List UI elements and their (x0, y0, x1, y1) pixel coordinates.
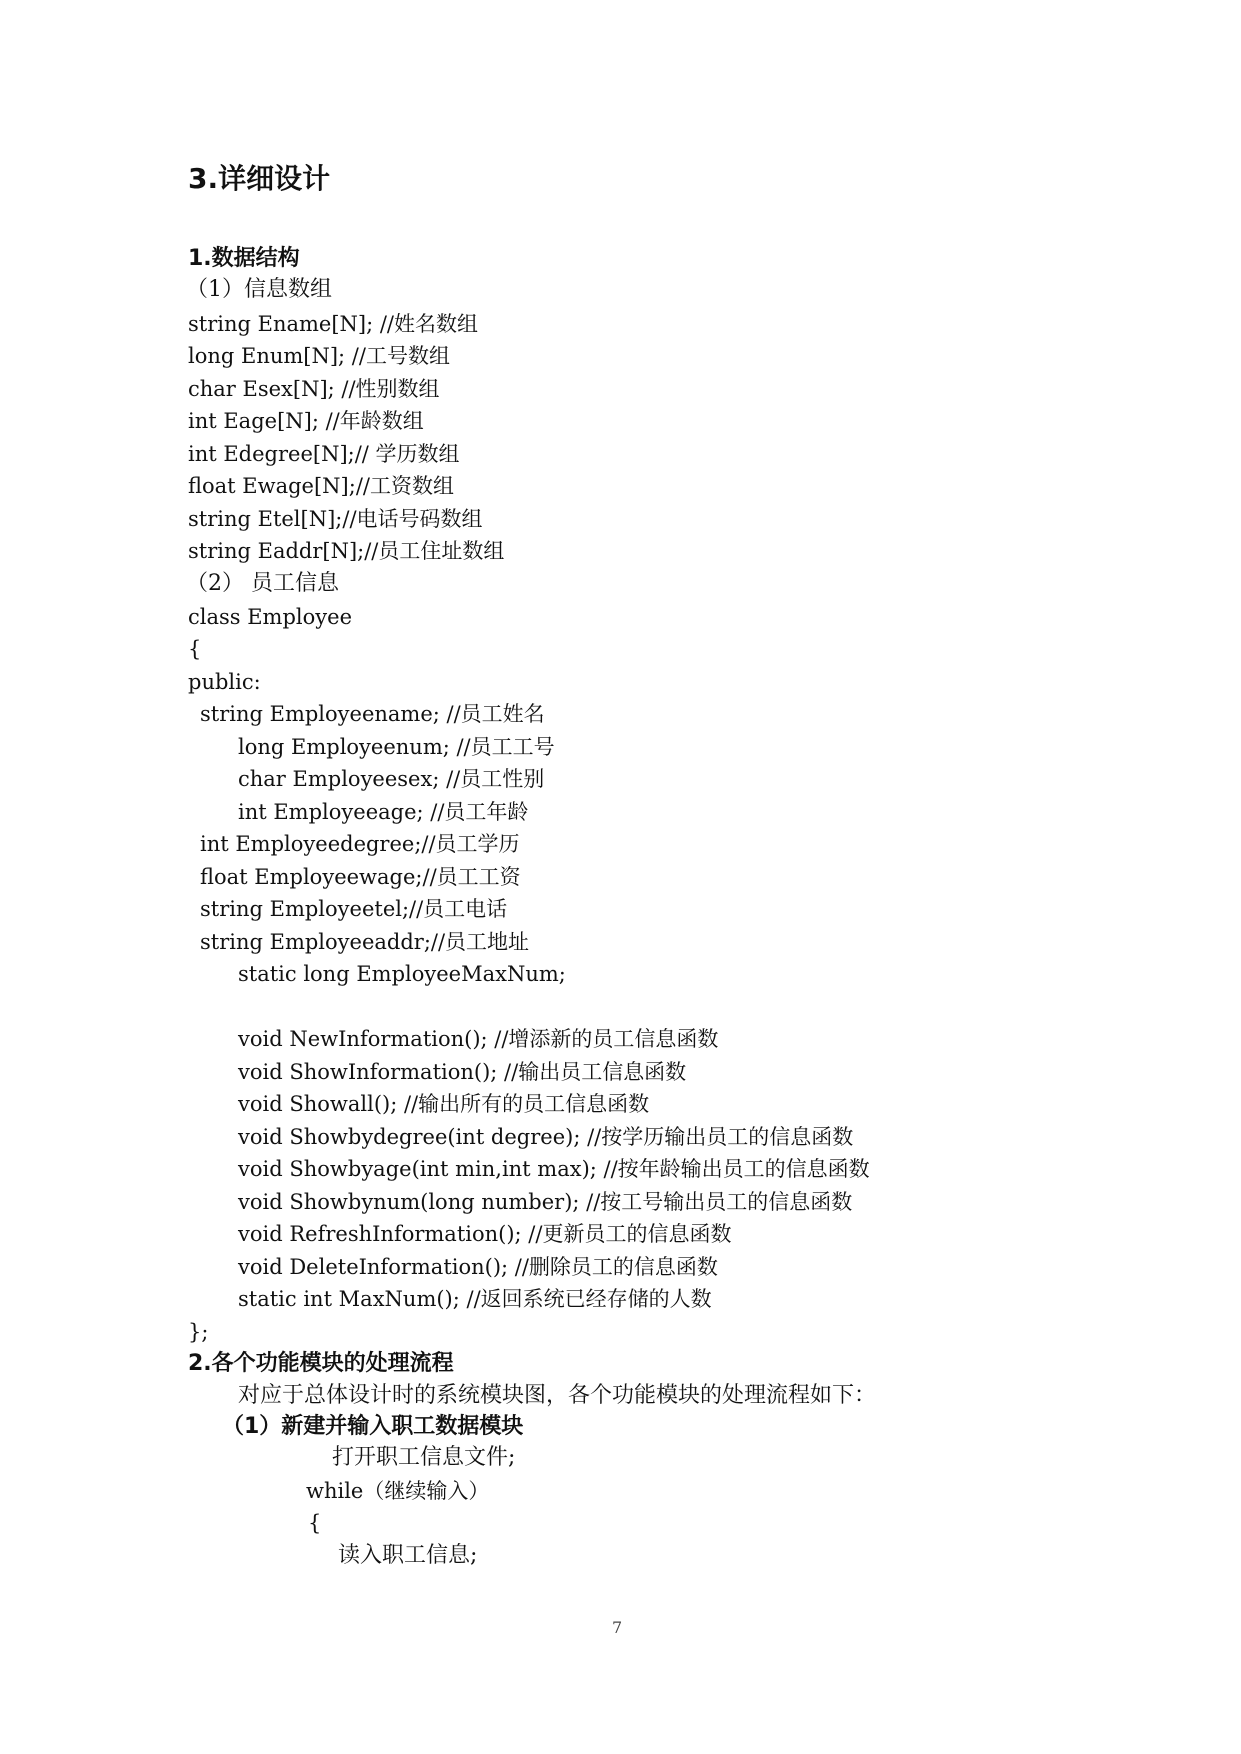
new-input-module-title: （1）新建并输入职工数据模块 (222, 1414, 524, 1439)
code-line: string Ename[N]; //姓名数组 (188, 312, 478, 336)
code-line: int Edegree[N];// 学历数组 (188, 442, 460, 466)
employee-info-subtitle: （2） 员工信息 (186, 571, 339, 596)
data-structure-title: 1.数据结构 (188, 246, 300, 271)
info-array-subtitle: （1）信息数组 (186, 277, 332, 302)
code-line: float Ewage[N];//工资数组 (188, 474, 454, 498)
code-line: }; (188, 1320, 209, 1344)
module-flow-intro: 对应于总体设计时的系统模块图，各个功能模块的处理流程如下： (238, 1383, 877, 1408)
code-line: public: (188, 670, 261, 694)
code-line: string Eaddr[N];//员工住址数组 (188, 539, 505, 563)
code-line: char Employeesex; //员工性别 (238, 767, 545, 791)
code-line: void NewInformation(); //增添新的员工信息函数 (238, 1027, 719, 1051)
module-flow-title: 2.各个功能模块的处理流程 (188, 1351, 454, 1376)
code-line: int Employeedegree;//员工学历 (200, 832, 520, 856)
code-line: string Etel[N];//电话号码数组 (188, 507, 483, 531)
code-line: void Showbynum(long number); //按工号输出员工的信息函数 (238, 1190, 853, 1214)
code-line: void Showbyage(int min,int max); //按年龄输出员工的信息函数 (238, 1157, 870, 1181)
code-line: static int MaxNum(); //返回系统已经存储的人数 (238, 1287, 712, 1311)
code-line: class Employee (188, 605, 352, 629)
flow-line: 读入职工信息; (338, 1543, 478, 1568)
code-line: void RefreshInformation(); //更新员工的信息函数 (238, 1222, 732, 1246)
code-line: { (188, 637, 202, 661)
flow-line: while（继续输入） (306, 1479, 490, 1503)
section-heading: 3.详细设计 (188, 162, 331, 195)
code-line: long Employeenum; //员工工号 (238, 735, 555, 759)
flow-line: { (308, 1511, 322, 1535)
code-line: char Esex[N]; //性别数组 (188, 377, 440, 401)
code-line: int Employeeage; //员工年龄 (238, 800, 529, 824)
flow-line: 打开职工信息文件; (332, 1445, 516, 1470)
code-line: void DeleteInformation(); //删除员工的信息函数 (238, 1255, 718, 1279)
page-number: 7 (612, 1618, 623, 1637)
code-line: long Enum[N]; //工号数组 (188, 344, 450, 368)
code-line: float Employeewage;//员工工资 (200, 865, 521, 889)
code-line: static long EmployeeMaxNum; (238, 962, 566, 986)
code-line: string Employeetel;//员工电话 (200, 897, 508, 921)
code-line: void Showall(); //输出所有的员工信息函数 (238, 1092, 650, 1116)
code-line: void Showbydegree(int degree); //按学历输出员工的信息函数 (238, 1125, 854, 1149)
code-line: void ShowInformation(); //输出员工信息函数 (238, 1060, 687, 1084)
code-line: int Eage[N]; //年龄数组 (188, 409, 424, 433)
code-line: string Employeename; //员工姓名 (200, 702, 545, 726)
code-line: string Employeeaddr;//员工地址 (200, 930, 530, 954)
